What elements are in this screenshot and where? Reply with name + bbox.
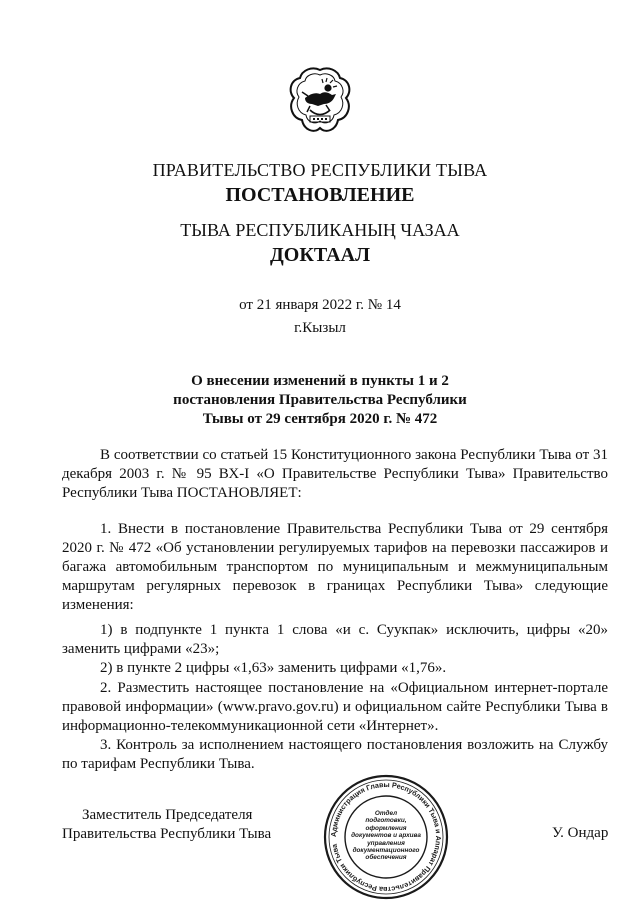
item-1-subitem-1: 1) в подпункте 1 пункта 1 слова «и с. Суукпак» исключить, цифры «20» заменить цифрами «23»; — [62, 622, 608, 657]
stamp-line: документов и архива — [351, 832, 421, 840]
signatory-position — [62, 806, 271, 844]
item-1-paragraph: 1. Внести в постановление Правительства Республики Тыва от 29 сентября 2020 г. № 472 «Об установлении регулируемых тарифов на перевозки пассажиров и багажа автомобильным транспортом по муниципальным и межмуниципальным маршрутам регулярных перевозок в границах Республики Тыва» следующие изменения: — [62, 521, 608, 613]
document-type-ru: ПОСТАНОВЛЕНИЕ — [225, 184, 415, 206]
stamp-center-text — [350, 810, 422, 862]
stamp-line: обеспечения — [365, 854, 407, 862]
stamp-ring-text: Администрация Главы Республики Тыва и Аппарат Правительства Республики Тыва — [328, 779, 444, 895]
stamp-line: оформления — [365, 824, 407, 832]
document-date-number: от 21 января 2022 г. № 14 — [239, 297, 401, 313]
stamp-line: Отдел — [374, 810, 398, 817]
item-1-subitem-2: 2) в пункте 2 цифры «1,63» заменить цифрами «1,76». — [100, 660, 447, 676]
title-line: Тывы от 29 сентября 2020 г. № 472 — [202, 411, 438, 427]
title-line: О внесении изменений в пункты 1 и 2 — [191, 373, 449, 389]
item-2-paragraph: 2. Разместить настоящее постановление на «Официальном интернет-портале правовой информации» (www.pravo.gov.ru) и официальном сайте Республики Тыва в информационно-телекоммуникационной сети «Интернет». — [62, 680, 608, 734]
document-type-tyv: ДОКТААЛ — [270, 244, 370, 266]
government-name-ru: ПРАВИТЕЛЬСТВО РЕСПУБЛИКИ ТЫВА — [152, 160, 488, 180]
document-title — [120, 372, 520, 429]
stamp-line: подготовки, — [365, 817, 407, 825]
signatory-name: У. Ондар — [552, 825, 609, 841]
signatory-position-line: Заместитель Председателя — [82, 807, 253, 823]
coat-of-arms-emblem — [288, 64, 352, 150]
document-city: г.Кызыл — [294, 320, 346, 336]
signatory-position-line: Правительства Республики Тыва — [62, 826, 272, 842]
item-3-paragraph: 3. Контроль за исполнением настоящего постановления возложить на Службу по тарифам Республики Тыва. — [62, 737, 608, 772]
government-name-tyv: ТЫВА РЕСПУБЛИКАНЫҢ ЧАЗАА — [180, 220, 460, 240]
title-line: постановления Правительства Республики — [173, 392, 467, 408]
stamp-line: управления — [367, 839, 405, 847]
preamble-paragraph: В соответствии со статьей 15 Конституционного закона Республики Тыва от 31 декабря 2003 г. № 95 ВХ-I «О Правительстве Республики Тыва» Правительство Республики Тыва ПОСТАНОВЛЯЕТ: — [62, 447, 608, 501]
stamp-line: документационного — [352, 847, 420, 855]
